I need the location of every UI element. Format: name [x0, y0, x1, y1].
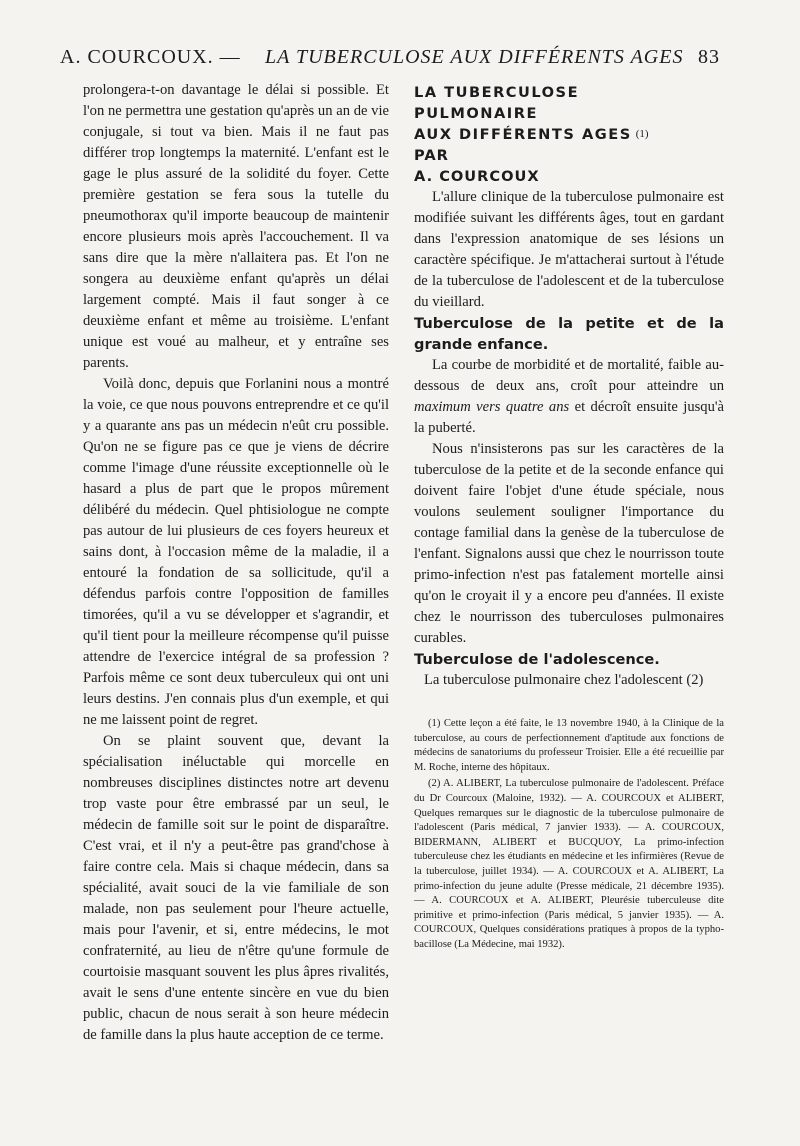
intro-paragraph: L'allure clinique de la tuberculose pulmonaire est modifiée suivant les différents âges, tout en gardant dans l'expression anatomique de ses lésions un caractère spécifique. Je m'attacherai surtout à l'étude de la tuberculose de l'adolescent et de la tuberculose du vieillard. — [414, 189, 724, 310]
footnotes — [414, 717, 724, 953]
section-heading-adolescence: Tuberculose de l'adolescence. — [414, 651, 660, 668]
running-head-title: LA TUBERCULOSE AUX DIFFÉRENTS AGES — [265, 46, 684, 68]
childhood-p1-end: et décroît ensuite jusqu'à la puberté. — [414, 399, 724, 436]
left-column — [83, 80, 389, 1046]
left-paragraph-3: On se plaint souvent que, devant la spécialisation inéluctable qui morcelle en nombreuses disciplines distinctes notre art devenu trop vaste pour être embrassé par un seul, le médecin de famille soit sur le point de disparaître. C'est vrai, et il n'y a peut-être pas grand'chose à faire contre cela. Mais si chaque médecin, dans sa spécialité, avait souci de la vie familiale de son malade, non pas seulement pour l'heure actuelle, mais pour l'avenir, et si, entre médecins, le mot confraternité, au lieu de n'être qu'une formule de courtoisie masquant souvent les plus âpres rivalités, avait le sens d'une entente sincère en vue du bien public, chacun de nous serait à son heure médecin de famille dans la plus haute acception de ce terme. — [83, 733, 389, 1043]
page-number: 83 — [698, 46, 720, 68]
article-title-line-1: LA TUBERCULOSE — [414, 84, 580, 101]
by-label: PAR — [414, 147, 449, 164]
childhood-p1-emphasis: maximum vers quatre ans — [414, 399, 570, 415]
childhood-paragraph-1 — [414, 355, 724, 439]
article-author: A. COURCOUX — [414, 168, 540, 185]
childhood-paragraph-2: Nous n'insisterons pas sur les caractères de la tuberculose de la petite et de la seconde enfance qui doivent faire l'objet d'une étude spéciale, nous voulons seulement souligner l'importance du contage familial dans la genèse de la tuberculose de l'enfant. Signalons aussi que chez le nourrisson toute primo-infection n'est pas fatalement mortelle ainsi qu'on le croyait il y a encore peu d'années. Il existe chez le nourrisson des tuberculoses pulmonaires curables. — [414, 441, 724, 646]
running-head-author: A. COURCOUX. — — [60, 46, 241, 68]
article-title-line-3-text: AUX DIFFÉRENTS AGES — [414, 126, 632, 143]
right-column — [414, 82, 724, 953]
article-title-line-2: PULMONAIRE — [414, 105, 538, 122]
article-title-line-3 — [414, 124, 724, 145]
childhood-p1-start: La courbe de morbidité et de mortalité, faible au-dessous de deux ans, croît pour atteindre un — [414, 357, 724, 394]
section-heading-childhood: Tuberculose de la petite et de la grande enfance. — [414, 315, 724, 353]
footnote-ref-1[interactable]: (1) — [635, 128, 649, 140]
left-paragraph-2: Voilà donc, depuis que Forlanini nous a montré la voie, ce que nous pouvons entreprendre et ce qu'il y a quarante ans pas un médecin n'eût cru possible. Qu'on ne se figure pas ce que je viens de décrire comme l'image d'une réussite exceptionnelle où le hasard a plus de part que le propos mûrement délibéré du médecin. Quel phtisiologue ne compte pas autour de lui plusieurs de ces foyers heureux et sains dont, à l'occasion même de la maladie, il a entouré la fondation de sa sollicitude, qu'il a défendus parfois contre l'opposition de familles timorées, qu'il a vu se développer et s'agrandir, et qu'il tient pour la meilleure récompense qu'il puisse attendre de l'exercice intégral de sa profession ? Parfois même ce sont deux tuberculeux qui ont uni leurs destins. J'en connais plus d'un exemple, et qui ne me laissent point de regret. — [83, 376, 389, 728]
footnote-2: (2) A. ALIBERT, La tuberculose pulmonaire de l'adolescent. Préface du Dr Courcoux (Maloine, 1932). — A. COURCOUX et ALIBERT, Quelques remarques sur le diagnostic de la tuberculose pulmonaire de l'adolescent (Paris médical, 7 janvier 1933). — A. COURCOUX, BIDERMANN, ALIBERT et BUCQUOY, La primo-infection tuberculeuse chez les étudiants en médecine et les infirmières (Revue de la tuberculose, juillet 1934). — A. COURCOUX et A. ALIBERT, La primo-infection du jeune adulte (Presse médicale, 21 décembre 1935). — A. COURCOUX et A. ALIBERT, Pleurésie tuberculeuse dite primitive et primo-infection (Paris médical, 5 janvier 1935). — A. COURCOUX, Quelques considérations pratiques à propos de la typho-bacillose (La Médecine, mai 1932). — [414, 778, 724, 950]
adolescence-lead: La tuberculose pulmonaire chez l'adolescent (2) — [424, 672, 704, 688]
footnote-1: (1) Cette leçon a été faite, le 13 novembre 1940, à la Clinique de la tuberculose, au cours de perfectionnement d'aptitude aux fonctions de médecins de sanatoriums du professeur Troisier. Elle a été recueillie par M. Roche, interne des hôpitaux. — [414, 718, 724, 773]
left-paragraph-1: prolongera-t-on davantage le délai si possible. Et l'on ne permettra une gestation qu'après un an de vie conjugale, si tout va bien. Mais il ne faut pas différer trop longtemps la maternité. L'enfant est le gage le plus assuré de la solidité du foyer. Cette première gestation se fera sous la tutelle du pneumothorax qu'il importe beaucoup de maintenir encore plusieurs mois après l'accouchement. Il va sans dire que la mère n'allaitera pas. Et l'on ne songera au deuxième enfant qu'après un délai largement compté. Mais il faut songer à ce deuxième enfant et même au troisième. L'enfant unique est voué au malheur, et y entraîne ses parents. — [83, 82, 389, 371]
